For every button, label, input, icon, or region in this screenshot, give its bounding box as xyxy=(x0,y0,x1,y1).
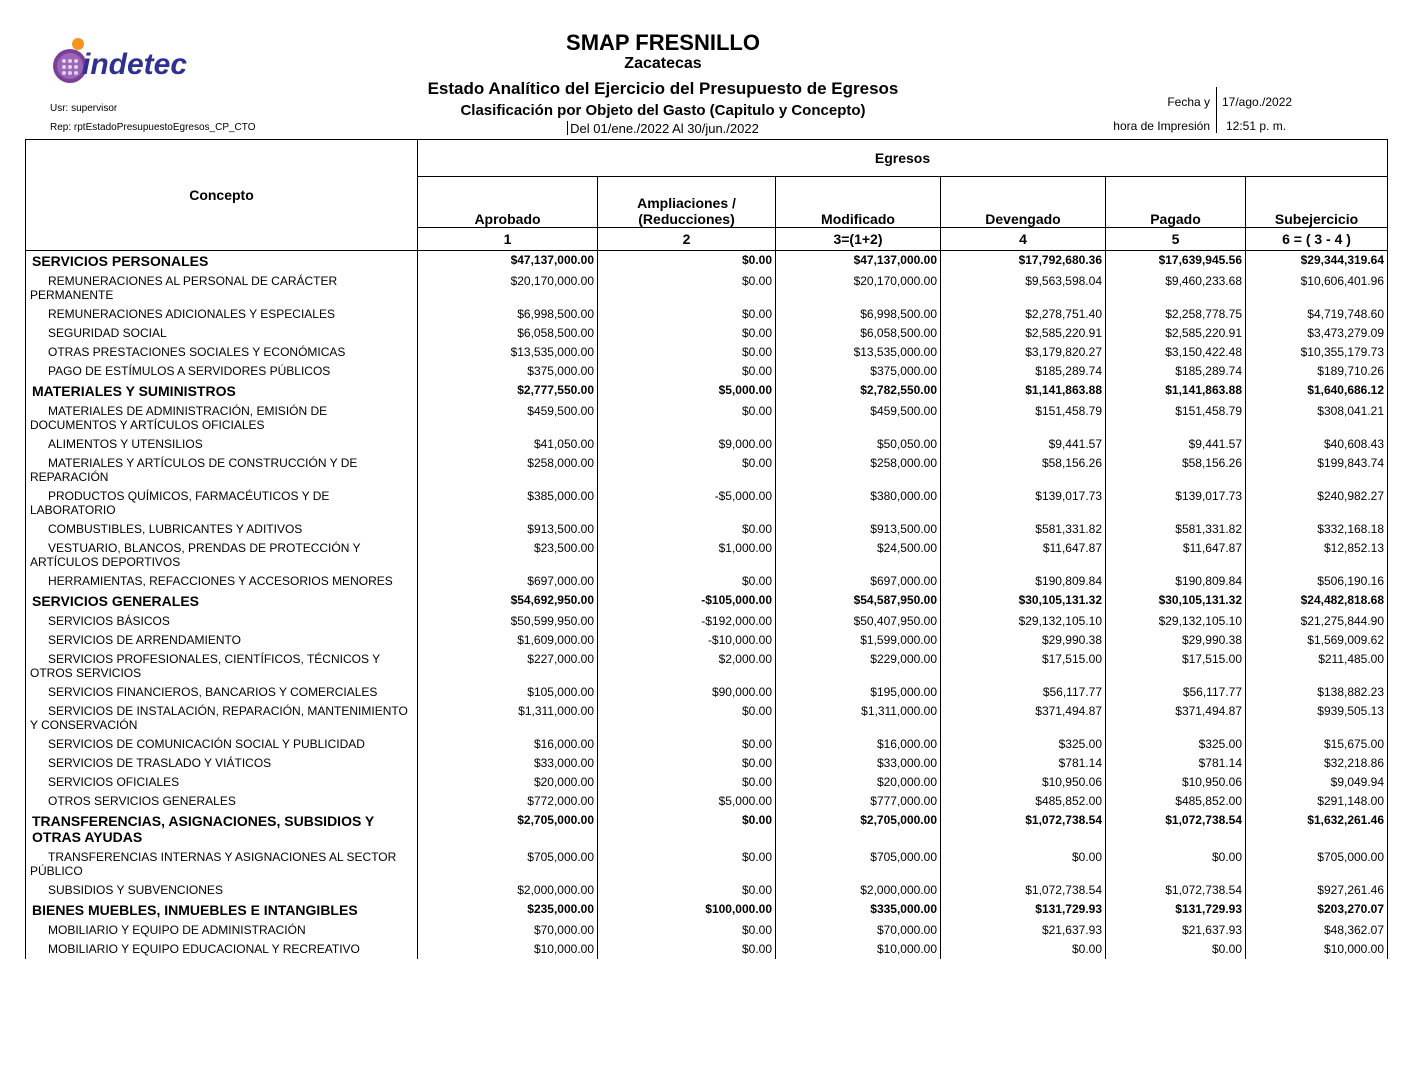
amount-cell: $1,072,738.54 xyxy=(1106,881,1246,900)
amount-cell: $485,852.00 xyxy=(1106,792,1246,811)
amount-cell: $2,705,000.00 xyxy=(776,811,941,848)
amount-cell: $0.00 xyxy=(598,921,776,940)
amount-cell: $0.00 xyxy=(941,940,1106,959)
amount-cell: $54,587,950.00 xyxy=(776,591,941,612)
amount-cell: $17,792,680.36 xyxy=(941,251,1106,273)
amount-cell: $3,150,422.48 xyxy=(1106,343,1246,362)
concept-label: PRODUCTOS QUÍMICOS, FARMACÉUTICOS Y DE LABORATORIO xyxy=(26,487,418,520)
amount-cell: $5,000.00 xyxy=(598,381,776,402)
amount-cell: $1,640,686.12 xyxy=(1246,381,1388,402)
amount-cell: -$5,000.00 xyxy=(598,487,776,520)
amount-cell: $0.00 xyxy=(598,454,776,487)
table-row xyxy=(26,612,1388,631)
amount-cell: $227,000.00 xyxy=(418,650,598,683)
amount-cell: $9,049.94 xyxy=(1246,773,1388,792)
budget-table xyxy=(25,139,1388,959)
amount-cell: $189,710.26 xyxy=(1246,362,1388,381)
amount-cell: $20,000.00 xyxy=(418,773,598,792)
amount-cell: $47,137,000.00 xyxy=(776,251,941,273)
category-row xyxy=(26,591,1388,612)
amount-cell: $1,311,000.00 xyxy=(776,702,941,735)
amount-cell: $0.00 xyxy=(598,881,776,900)
concept-label: SERVICIOS DE INSTALACIÓN, REPARACIÓN, MANTENIMIENTO Y CONSERVACIÓN xyxy=(26,702,418,735)
amount-cell: $258,000.00 xyxy=(776,454,941,487)
amount-cell: $12,852.13 xyxy=(1246,539,1388,572)
amount-cell: $705,000.00 xyxy=(776,848,941,881)
col-num-ampliaciones: 2 xyxy=(598,228,776,251)
amount-cell: $24,500.00 xyxy=(776,539,941,572)
amount-cell: $29,990.38 xyxy=(941,631,1106,650)
amount-cell: $1,311,000.00 xyxy=(418,702,598,735)
amount-cell: $0.00 xyxy=(598,251,776,273)
amount-cell: $0.00 xyxy=(598,702,776,735)
col-header-pagado: Pagado xyxy=(1106,177,1246,228)
table-row xyxy=(26,650,1388,683)
col-num-modificado: 3=(1+2) xyxy=(776,228,941,251)
amount-cell: $229,000.00 xyxy=(776,650,941,683)
amount-cell: $1,000.00 xyxy=(598,539,776,572)
category-label: SERVICIOS PERSONALES xyxy=(26,251,418,273)
amount-cell: $0.00 xyxy=(1106,940,1246,959)
period-text: Del 01/ene./2022 Al 30/jun./2022 xyxy=(570,121,759,136)
amount-cell: $10,950.06 xyxy=(1106,773,1246,792)
amount-cell: $1,072,738.54 xyxy=(941,811,1106,848)
amount-cell: $1,609,000.00 xyxy=(418,631,598,650)
amount-cell: $0.00 xyxy=(941,848,1106,881)
amount-cell: $6,998,500.00 xyxy=(418,305,598,324)
amount-cell: $29,132,105.10 xyxy=(1106,612,1246,631)
table-row xyxy=(26,362,1388,381)
table-row xyxy=(26,735,1388,754)
amount-cell: $47,137,000.00 xyxy=(418,251,598,273)
amount-cell: $211,485.00 xyxy=(1246,650,1388,683)
report-title: Estado Analítico del Ejercicio del Presupuesto de Egresos xyxy=(427,79,899,98)
amount-cell: $203,270.07 xyxy=(1246,900,1388,921)
amount-cell: $2,258,778.75 xyxy=(1106,305,1246,324)
date-separator xyxy=(1216,87,1217,133)
indetec-logo xyxy=(48,36,228,92)
table-row xyxy=(26,520,1388,539)
amount-cell: $9,460,233.68 xyxy=(1106,272,1246,305)
amount-cell: $21,637.93 xyxy=(941,921,1106,940)
concept-label: SUBSIDIOS Y SUBVENCIONES xyxy=(26,881,418,900)
amount-cell: $195,000.00 xyxy=(776,683,941,702)
amount-cell: $0.00 xyxy=(598,402,776,435)
amount-cell: $371,494.87 xyxy=(1106,702,1246,735)
concept-label: REMUNERACIONES AL PERSONAL DE CARÁCTER PERMANENTE xyxy=(26,272,418,305)
amount-cell: $0.00 xyxy=(598,362,776,381)
amount-cell: $56,117.77 xyxy=(1106,683,1246,702)
table-row xyxy=(26,487,1388,520)
amount-cell: $3,473,279.09 xyxy=(1246,324,1388,343)
amount-cell: $5,000.00 xyxy=(598,792,776,811)
amount-cell: -$105,000.00 xyxy=(598,591,776,612)
amount-cell: $32,218.86 xyxy=(1246,754,1388,773)
amount-cell: $9,563,598.04 xyxy=(941,272,1106,305)
concept-label: SEGURIDAD SOCIAL xyxy=(26,324,418,343)
amount-cell: $2,000,000.00 xyxy=(776,881,941,900)
amount-cell: $13,535,000.00 xyxy=(418,343,598,362)
amount-cell: $258,000.00 xyxy=(418,454,598,487)
amount-cell: $291,148.00 xyxy=(1246,792,1388,811)
org-title: SMAP FRESNILLO xyxy=(566,30,760,55)
amount-cell: $6,058,500.00 xyxy=(418,324,598,343)
report-id-label: Rep: rptEstadoPresupuestoEgresos_CP_CTO xyxy=(50,122,256,133)
table-row xyxy=(26,921,1388,940)
concept-label: MATERIALES DE ADMINISTRACIÓN, EMISIÓN DE DOCUMENTOS Y ARTÍCULOS OFICIALES xyxy=(26,402,418,435)
table-row xyxy=(26,881,1388,900)
category-row xyxy=(26,811,1388,848)
amount-cell: $58,156.26 xyxy=(1106,454,1246,487)
amount-cell: $0.00 xyxy=(598,324,776,343)
col-num-pagado: 5 xyxy=(1106,228,1246,251)
amount-cell: $139,017.73 xyxy=(1106,487,1246,520)
amount-cell: $105,000.00 xyxy=(418,683,598,702)
amount-cell: $10,606,401.96 xyxy=(1246,272,1388,305)
table-row xyxy=(26,402,1388,435)
amount-cell: $29,990.38 xyxy=(1106,631,1246,650)
table-row xyxy=(26,539,1388,572)
amount-cell: $705,000.00 xyxy=(1246,848,1388,881)
amount-cell: $0.00 xyxy=(1106,848,1246,881)
amount-cell: $131,729.93 xyxy=(941,900,1106,921)
amount-cell: $0.00 xyxy=(598,940,776,959)
amount-cell: $10,950.06 xyxy=(941,773,1106,792)
amount-cell: $2,777,550.00 xyxy=(418,381,598,402)
amount-cell: $506,190.16 xyxy=(1246,572,1388,591)
amount-cell: $913,500.00 xyxy=(776,520,941,539)
concept-label: OTROS SERVICIOS GENERALES xyxy=(26,792,418,811)
amount-cell: $371,494.87 xyxy=(941,702,1106,735)
concept-label: TRANSFERENCIAS INTERNAS Y ASIGNACIONES AL SECTOR PÚBLICO xyxy=(26,848,418,881)
amount-cell: $20,170,000.00 xyxy=(418,272,598,305)
amount-cell: $0.00 xyxy=(598,272,776,305)
amount-cell: $185,289.74 xyxy=(1106,362,1246,381)
amount-cell: $17,515.00 xyxy=(941,650,1106,683)
table-row xyxy=(26,792,1388,811)
concept-label: ALIMENTOS Y UTENSILIOS xyxy=(26,435,418,454)
amount-cell: $24,482,818.68 xyxy=(1246,591,1388,612)
amount-cell: $1,141,863.88 xyxy=(1106,381,1246,402)
amount-cell: $308,041.21 xyxy=(1246,402,1388,435)
category-row xyxy=(26,381,1388,402)
amount-cell: $50,599,950.00 xyxy=(418,612,598,631)
amount-cell: $90,000.00 xyxy=(598,683,776,702)
concept-label: SERVICIOS FINANCIEROS, BANCARIOS Y COMERCIALES xyxy=(26,683,418,702)
amount-cell: $54,692,950.00 xyxy=(418,591,598,612)
amount-cell: $151,458.79 xyxy=(941,402,1106,435)
concept-label: HERRAMIENTAS, REFACCIONES Y ACCESORIOS MENORES xyxy=(26,572,418,591)
amount-cell: $2,585,220.91 xyxy=(941,324,1106,343)
table-row xyxy=(26,343,1388,362)
amount-cell: $10,355,179.73 xyxy=(1246,343,1388,362)
category-row xyxy=(26,900,1388,921)
amount-cell: $459,500.00 xyxy=(776,402,941,435)
amount-cell: $15,675.00 xyxy=(1246,735,1388,754)
state-title: Zacatecas xyxy=(624,55,702,72)
amount-cell: $4,719,748.60 xyxy=(1246,305,1388,324)
print-date-label: Fecha y xyxy=(1167,95,1210,109)
amount-cell: $185,289.74 xyxy=(941,362,1106,381)
amount-cell: $16,000.00 xyxy=(418,735,598,754)
period-range xyxy=(360,121,966,136)
amount-cell: $0.00 xyxy=(598,773,776,792)
amount-cell: $48,362.07 xyxy=(1246,921,1388,940)
egresos-header: Egresos xyxy=(418,140,1388,177)
amount-cell: $21,637.93 xyxy=(1106,921,1246,940)
amount-cell: -$192,000.00 xyxy=(598,612,776,631)
concept-label: SERVICIOS DE TRASLADO Y VIÁTICOS xyxy=(26,754,418,773)
amount-cell: $705,000.00 xyxy=(418,848,598,881)
table-row xyxy=(26,773,1388,792)
category-label: BIENES MUEBLES, INMUEBLES E INTANGIBLES xyxy=(26,900,418,921)
amount-cell: $29,132,105.10 xyxy=(941,612,1106,631)
amount-cell: $199,843.74 xyxy=(1246,454,1388,487)
amount-cell: $151,458.79 xyxy=(1106,402,1246,435)
amount-cell: $325.00 xyxy=(1106,735,1246,754)
amount-cell: $2,278,751.40 xyxy=(941,305,1106,324)
amount-cell: $29,344,319.64 xyxy=(1246,251,1388,273)
amount-cell: $10,000.00 xyxy=(418,940,598,959)
amount-cell: $50,407,950.00 xyxy=(776,612,941,631)
print-time-value: 12:51 p. m. xyxy=(1226,119,1287,133)
amount-cell: $1,141,863.88 xyxy=(941,381,1106,402)
amount-cell: $240,982.27 xyxy=(1246,487,1388,520)
amount-cell: $1,072,738.54 xyxy=(941,881,1106,900)
amount-cell: $17,639,945.56 xyxy=(1106,251,1246,273)
amount-cell: $190,809.84 xyxy=(941,572,1106,591)
amount-cell: $781.14 xyxy=(1106,754,1246,773)
col-header-subejercicio: Subejercicio xyxy=(1246,177,1388,228)
amount-cell: $913,500.00 xyxy=(418,520,598,539)
category-label: TRANSFERENCIAS, ASIGNACIONES, SUBSIDIOS Y OTRAS AYUDAS xyxy=(26,811,418,848)
amount-cell: $1,599,000.00 xyxy=(776,631,941,650)
amount-cell: $2,782,550.00 xyxy=(776,381,941,402)
amount-cell: $17,515.00 xyxy=(1106,650,1246,683)
amount-cell: $772,000.00 xyxy=(418,792,598,811)
concept-label: MOBILIARIO Y EQUIPO EDUCACIONAL Y RECREATIVO xyxy=(26,940,418,959)
concept-label: VESTUARIO, BLANCOS, PRENDAS DE PROTECCIÓN Y ARTÍCULOS DEPORTIVOS xyxy=(26,539,418,572)
amount-cell: $2,705,000.00 xyxy=(418,811,598,848)
amount-cell: $581,331.82 xyxy=(941,520,1106,539)
amount-cell: $190,809.84 xyxy=(1106,572,1246,591)
table-row xyxy=(26,454,1388,487)
amount-cell: $1,569,009.62 xyxy=(1246,631,1388,650)
amount-cell: $1,072,738.54 xyxy=(1106,811,1246,848)
amount-cell: -$10,000.00 xyxy=(598,631,776,650)
table-row xyxy=(26,940,1388,959)
concept-label: MATERIALES Y ARTÍCULOS DE CONSTRUCCIÓN Y DE REPARACIÓN xyxy=(26,454,418,487)
col-header-aprobado: Aprobado xyxy=(418,177,598,228)
amount-cell: $40,608.43 xyxy=(1246,435,1388,454)
amount-cell: $9,000.00 xyxy=(598,435,776,454)
amount-cell: $2,000.00 xyxy=(598,650,776,683)
col-header-ampliaciones: Ampliaciones / (Reducciones) xyxy=(598,177,776,228)
category-label: MATERIALES Y SUMINISTROS xyxy=(26,381,418,402)
amount-cell: $927,261.46 xyxy=(1246,881,1388,900)
amount-cell: $56,117.77 xyxy=(941,683,1106,702)
table-row xyxy=(26,324,1388,343)
amount-cell: $697,000.00 xyxy=(776,572,941,591)
table-row xyxy=(26,631,1388,650)
amount-cell: $0.00 xyxy=(598,520,776,539)
amount-cell: $581,331.82 xyxy=(1106,520,1246,539)
amount-cell: $11,647.87 xyxy=(941,539,1106,572)
table-row xyxy=(26,848,1388,881)
amount-cell: $485,852.00 xyxy=(941,792,1106,811)
amount-cell: $459,500.00 xyxy=(418,402,598,435)
amount-cell: $41,050.00 xyxy=(418,435,598,454)
amount-cell: $58,156.26 xyxy=(941,454,1106,487)
amount-cell: $697,000.00 xyxy=(418,572,598,591)
amount-cell: $0.00 xyxy=(598,305,776,324)
amount-cell: $0.00 xyxy=(598,735,776,754)
amount-cell: $30,105,131.32 xyxy=(941,591,1106,612)
amount-cell: $332,168.18 xyxy=(1246,520,1388,539)
concept-label: SERVICIOS PROFESIONALES, CIENTÍFICOS, TÉCNICOS Y OTROS SERVICIOS xyxy=(26,650,418,683)
concept-label: COMBUSTIBLES, LUBRICANTES Y ADITIVOS xyxy=(26,520,418,539)
amount-cell: $20,170,000.00 xyxy=(776,272,941,305)
amount-cell: $0.00 xyxy=(598,754,776,773)
amount-cell: $9,441.57 xyxy=(1106,435,1246,454)
amount-cell: $2,000,000.00 xyxy=(418,881,598,900)
print-date-value: 17/ago./2022 xyxy=(1222,95,1293,109)
concept-label: MOBILIARIO Y EQUIPO DE ADMINISTRACIÓN xyxy=(26,921,418,940)
concept-label: SERVICIOS DE COMUNICACIÓN SOCIAL Y PUBLICIDAD xyxy=(26,735,418,754)
col-header-devengado: Devengado xyxy=(941,177,1106,228)
amount-cell: $0.00 xyxy=(598,848,776,881)
amount-cell: $11,647.87 xyxy=(1106,539,1246,572)
col-num-devengado: 4 xyxy=(941,228,1106,251)
concept-label: SERVICIOS DE ARRENDAMIENTO xyxy=(26,631,418,650)
concepto-header: Concepto xyxy=(26,140,418,251)
amount-cell: $33,000.00 xyxy=(418,754,598,773)
amount-cell: $33,000.00 xyxy=(776,754,941,773)
amount-cell: $380,000.00 xyxy=(776,487,941,520)
category-label: SERVICIOS GENERALES xyxy=(26,591,418,612)
print-time-label: hora de Impresión xyxy=(1113,119,1210,133)
amount-cell: $70,000.00 xyxy=(776,921,941,940)
amount-cell: $9,441.57 xyxy=(941,435,1106,454)
amount-cell: $23,500.00 xyxy=(418,539,598,572)
col-header-modificado: Modificado xyxy=(776,177,941,228)
amount-cell: $21,275,844.90 xyxy=(1246,612,1388,631)
amount-cell: $375,000.00 xyxy=(418,362,598,381)
table-row xyxy=(26,272,1388,305)
amount-cell: $6,998,500.00 xyxy=(776,305,941,324)
amount-cell: $100,000.00 xyxy=(598,900,776,921)
table-body xyxy=(26,251,1388,960)
concept-label: SERVICIOS OFICIALES xyxy=(26,773,418,792)
amount-cell: $131,729.93 xyxy=(1106,900,1246,921)
col-num-subejercicio: 6 = ( 3 - 4 ) xyxy=(1246,228,1388,251)
amount-cell: $139,017.73 xyxy=(941,487,1106,520)
table-row xyxy=(26,305,1388,324)
amount-cell: $939,505.13 xyxy=(1246,702,1388,735)
amount-cell: $13,535,000.00 xyxy=(776,343,941,362)
amount-cell: $777,000.00 xyxy=(776,792,941,811)
amount-cell: $325.00 xyxy=(941,735,1106,754)
amount-cell: $375,000.00 xyxy=(776,362,941,381)
user-label: Usr: supervisor xyxy=(50,103,118,114)
amount-cell: $1,632,261.46 xyxy=(1246,811,1388,848)
logo-text: indetec xyxy=(82,48,188,81)
concept-label: OTRAS PRESTACIONES SOCIALES Y ECONÓMICAS xyxy=(26,343,418,362)
table-row xyxy=(26,683,1388,702)
col-num-aprobado: 1 xyxy=(418,228,598,251)
amount-cell: $10,000.00 xyxy=(1246,940,1388,959)
amount-cell: $385,000.00 xyxy=(418,487,598,520)
amount-cell: $30,105,131.32 xyxy=(1106,591,1246,612)
amount-cell: $781.14 xyxy=(941,754,1106,773)
concept-label: PAGO DE ESTÍMULOS A SERVIDORES PÚBLICOS xyxy=(26,362,418,381)
amount-cell: $2,585,220.91 xyxy=(1106,324,1246,343)
amount-cell: $20,000.00 xyxy=(776,773,941,792)
amount-cell: $235,000.00 xyxy=(418,900,598,921)
amount-cell: $70,000.00 xyxy=(418,921,598,940)
table-row xyxy=(26,702,1388,735)
amount-cell: $0.00 xyxy=(598,811,776,848)
amount-cell: $0.00 xyxy=(598,572,776,591)
category-row xyxy=(26,251,1388,273)
classification-title: Clasificación por Objeto del Gasto (Capitulo y Concepto) xyxy=(460,102,866,119)
amount-cell: $3,179,820.27 xyxy=(941,343,1106,362)
amount-cell: $0.00 xyxy=(598,343,776,362)
concept-label: SERVICIOS BÁSICOS xyxy=(26,612,418,631)
table-row xyxy=(26,435,1388,454)
table-row xyxy=(26,572,1388,591)
amount-cell: $10,000.00 xyxy=(776,940,941,959)
amount-cell: $16,000.00 xyxy=(776,735,941,754)
amount-cell: $335,000.00 xyxy=(776,900,941,921)
table-row xyxy=(26,754,1388,773)
amount-cell: $50,050.00 xyxy=(776,435,941,454)
amount-cell: $138,882.23 xyxy=(1246,683,1388,702)
amount-cell: $6,058,500.00 xyxy=(776,324,941,343)
concept-label: REMUNERACIONES ADICIONALES Y ESPECIALES xyxy=(26,305,418,324)
